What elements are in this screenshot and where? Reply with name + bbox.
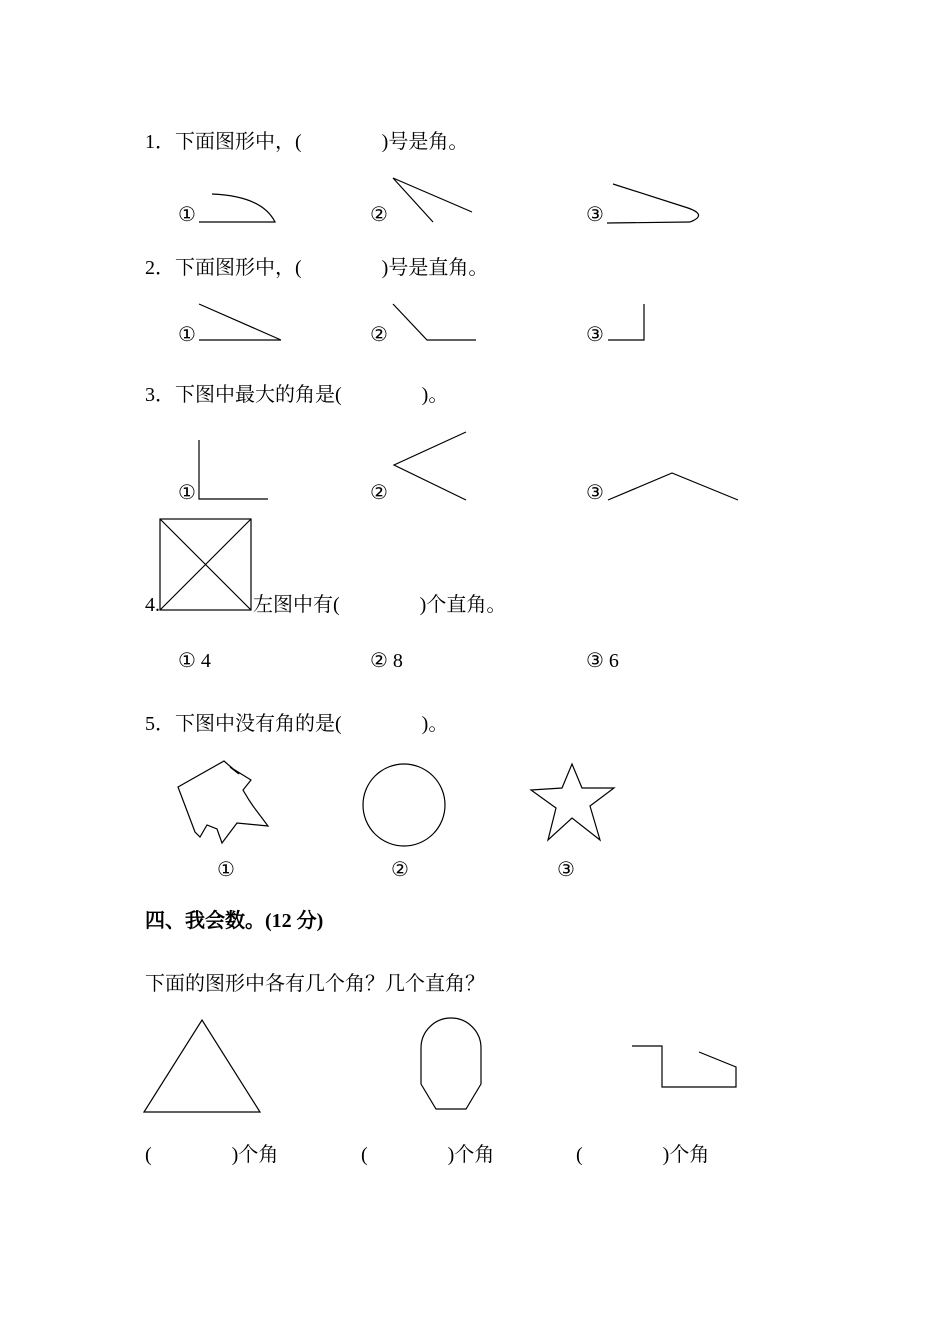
q2-option-1-label: ① (178, 324, 196, 346)
q5-option-3-label: ③ (557, 859, 575, 881)
count-shape-1-triangle (144, 1020, 260, 1112)
q1-figure-1-curve (199, 194, 275, 222)
q4-option-3: ③ 6 (586, 650, 619, 672)
answer-blank-1: ( )个角 (145, 1144, 279, 1166)
q2-figure-3-right-angle (608, 304, 644, 340)
q1-option-2-label: ② (370, 204, 388, 226)
q5-shape-2-circle (363, 764, 445, 846)
q4-square-diagonals (160, 519, 251, 610)
q1-option-3-label: ③ (586, 204, 604, 226)
q4-option-2: ② 8 (370, 650, 403, 672)
q4-number: 4. (145, 594, 160, 616)
q5-option-2-label: ② (391, 859, 409, 881)
q3-figure-3-obtuse-angle (608, 473, 738, 500)
q5-stem: 5．下图中没有角的是( )。 (145, 713, 449, 735)
q1-figure-2-angle (393, 178, 472, 222)
count-shape-2-rounded-octagon (421, 1018, 481, 1109)
count-shape-3-step-line (632, 1046, 736, 1087)
q3-option-3-label: ③ (586, 482, 604, 504)
q2-option-2-label: ② (370, 324, 388, 346)
section-4-prompt: 下面的图形中各有几个角？几个直角？ (145, 973, 485, 995)
q4-option-1: ① 4 (178, 650, 211, 672)
section-4-title: 四、我会数。(12 分) (145, 910, 324, 932)
q3-option-1-label: ① (178, 482, 196, 504)
answer-blank-3: ( )个角 (576, 1144, 710, 1166)
q5-shape-1-polygon (178, 761, 268, 843)
q2-stem: 2．下面图形中，( )号是直角。 (145, 257, 489, 279)
q4-stem: 左图中有( )个直角。 (253, 594, 507, 616)
q2-figure-1-angle (199, 304, 281, 340)
q3-figure-1-right-angle (199, 440, 268, 499)
q1-stem: 1．下面图形中，( )号是角。 (145, 131, 469, 153)
q1-figure-3-curve (607, 184, 699, 223)
q1-option-1-label: ① (178, 204, 196, 226)
q2-figure-2-angle (393, 304, 476, 340)
q3-stem: 3．下图中最大的角是( )。 (145, 384, 449, 406)
q5-option-1-label: ① (217, 859, 235, 881)
q3-figure-2-angle (394, 432, 466, 500)
q2-option-3-label: ③ (586, 324, 604, 346)
q3-option-2-label: ② (370, 482, 388, 504)
q5-shape-3-star (531, 764, 614, 840)
answer-blank-2: ( )个角 (361, 1144, 495, 1166)
